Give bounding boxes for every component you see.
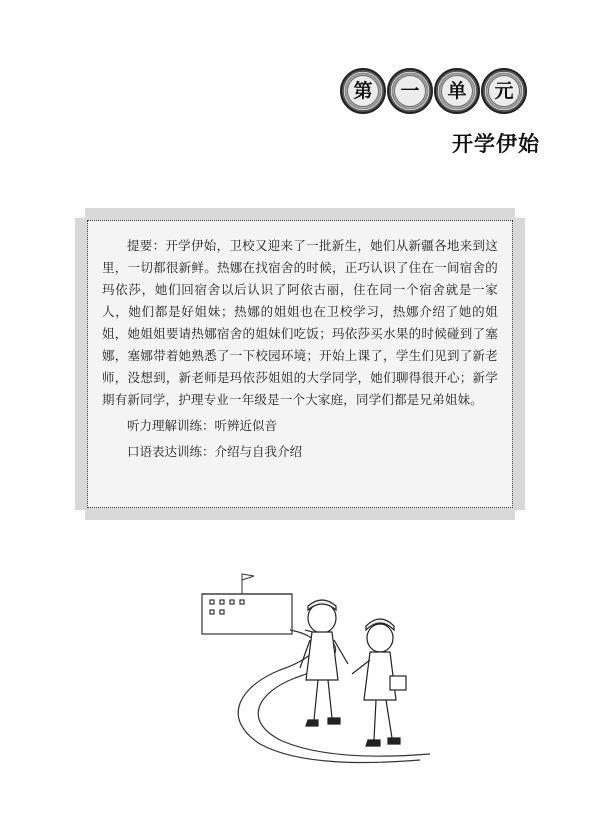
frame-corner-notch — [75, 510, 85, 520]
student-figure — [352, 619, 406, 746]
unit-badge-group — [340, 68, 532, 126]
unit-badge — [434, 68, 480, 114]
flag-icon — [242, 574, 254, 594]
listening-training: 听力理解训练：听辨近似音 — [127, 418, 278, 433]
summary-box — [87, 220, 513, 508]
unit-badge — [481, 68, 527, 114]
summary-frame — [75, 208, 525, 520]
summary-text: 提要：开学伊始，卫校又迎来了一批新生，她们从新疆各地来到这里，一切都很新鲜。热娜在找宿舍的时候，正巧认识了住在一间宿舍的玛依莎，她们回宿舍以后认识了阿依古丽，住在同一个宿舍就是一家人，她们都是好姐妹；热娜的姐姐也在卫校学习，热娜介绍了她的姐姐，她姐姐要请热娜宿舍的姐妹们吃饭；玛依莎买水果的时候碰到了塞娜，塞娜带着她熟悉了一下校园环境；开始上课了，学生们见到了新老师，没想到，新老师是玛依莎姐姐的大学同学，她们聊得很开心；新学期有新同学，护理专业一年级是一个大家庭，同学们都是兄弟姐妹。 — [102, 238, 498, 407]
speaking-training: 口语表达训练：介绍与自我介绍 — [127, 444, 303, 459]
unit-badge-char: 一 — [394, 75, 426, 107]
unit-badge-char: 元 — [488, 75, 520, 107]
frame-corner-notch — [515, 510, 525, 520]
unit-badge — [387, 68, 433, 114]
lesson-title: 开学伊始 — [452, 132, 540, 156]
frame-corner-notch — [515, 208, 525, 218]
unit-badge-char: 单 — [441, 75, 473, 107]
frame-corner-notch — [75, 208, 85, 218]
school-building — [202, 594, 292, 634]
student-figure — [300, 600, 348, 726]
unit-badge-char: 第 — [347, 75, 379, 107]
students-walking-illustration — [180, 568, 450, 768]
unit-badge — [340, 68, 386, 114]
